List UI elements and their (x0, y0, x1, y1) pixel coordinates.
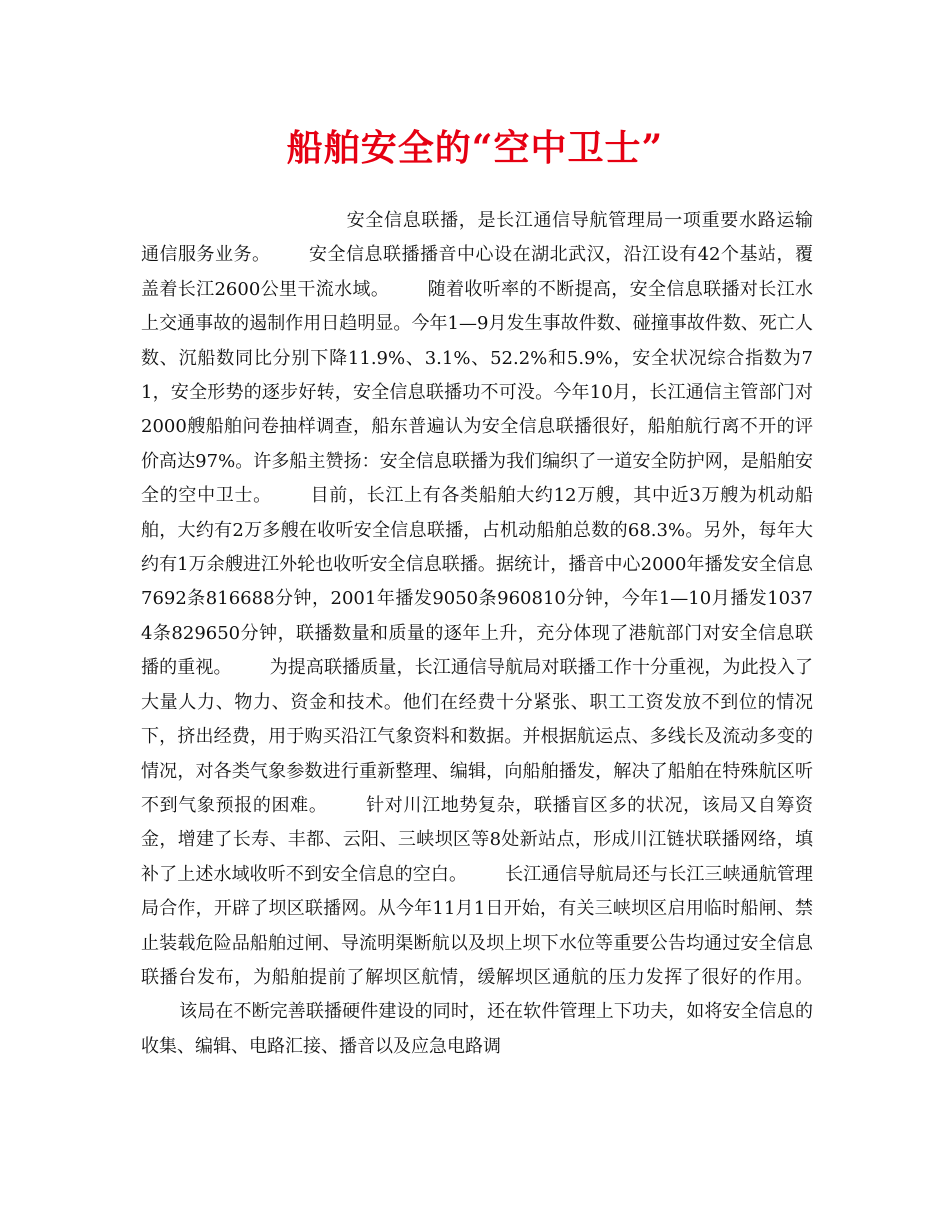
page-title: 船舶安全的“空中卫士” (286, 127, 664, 169)
article-body (141, 204, 813, 1064)
paragraph: 针对川江地势复杂，联播盲区多的状况，该局又自筹资金，增建了长寿、丰都、云阳、三峡坝区等8处新站点，形成川江链状联播网络，填补了上述水域收听不到安全信息的空白。 (141, 794, 814, 885)
paragraph: 该局在不断完善联播硬件建设的同时，还在软件管理上下功夫，如将安全信息的收集、编辑、电路汇接、播音以及应急电路调 (141, 1001, 813, 1057)
paragraph: 目前，长江上有各类船舶大约12万艘，其中近3万艘为机动船舶，大约有2万多艘在收听安全信息联播，占机动船舶总数的68.3%。另外，每年大约有1万余艘进江外轮也收听安全信息联播。据统计，播音中心2000年播发安全信息7692条816688分钟，2001年播发9050条960810分钟，今年1—10月播发10374条829650分钟，联播数量和质量的逐年上升，充分体现了港航部门对安全信息联播的重视。 (141, 485, 814, 679)
paragraph: 长江通信导航局还与长江三峡通航管理局合作，开辟了坝区联播网。从今年11月1日开始，有关三峡坝区启用临时船闸、禁止装载危险品船舶过闸、导流明渠断航以及坝上坝下水位等重要公告均通过安全信息联播台发布，为船舶提前了解坝区航情，缓解坝区通航的压力发挥了很好的作用。 (141, 863, 814, 988)
paragraph: 安全信息联播播音中心设在湖北武汉，沿江设有42个基站，覆盖着长江2600公里干流水域。 (141, 244, 814, 300)
paragraph: 随着收听率的不断提高，安全信息联播对长江水上交通事故的遏制作用日趋明显。今年1—9月发生事故件数、碰撞事故件数、死亡人数、沉船数同比分别下降11.9%、3.1%、52.2%和5.9%，安全状况综合指数为71，安全形势的逐步好转，安全信息联播功不可没。今年10月，长江通信主管部门对2000艘船舶问卷抽样调查，船东普遍认为安全信息联播很好，船舶航行离不开的评价高达97%。许多船主赞扬：安全信息联播为我们编织了一道安全防护网，是船舶安全的空中卫士。 (141, 278, 814, 507)
paragraph: 为提高联播质量，长江通信导航局对联播工作十分重视，为此投入了大量人力、物力、资金和技术。他们在经费十分紧张、职工工资发放不到位的情况下，挤出经费，用于购买沿江气象资料和数据。并根据航运点、多线长及流动多变的情况，对各类气象参数进行重新整理、编辑，向船舶播发，解决了船舶在特殊航区听不到气象预报的困难。 (141, 657, 814, 816)
paragraph: 安全信息联播，是长江通信导航管理局一项重要水路运输通信服务业务。 (141, 210, 813, 266)
